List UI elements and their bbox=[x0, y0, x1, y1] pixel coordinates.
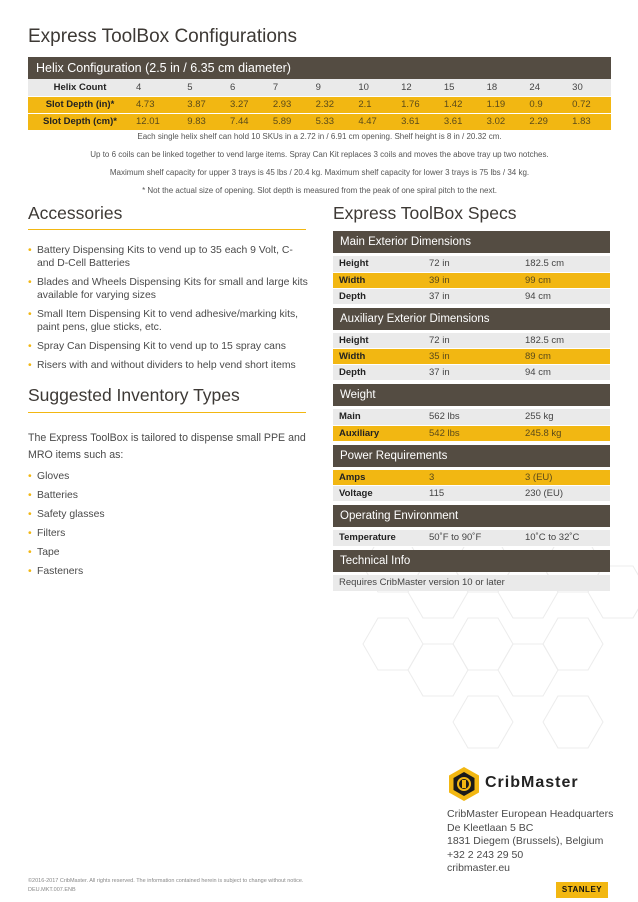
table-row bbox=[28, 79, 611, 96]
table-row bbox=[333, 333, 610, 349]
table-cell: 0.9 bbox=[525, 96, 568, 113]
helix-config-header: Helix Configuration (2.5 in / 6.35 cm diameter) bbox=[28, 57, 611, 79]
helix-note: Each single helix shelf can hold 10 SKUs in a 2.72 in / 6.91 cm opening. Shelf height is 8 in / 20.32 cm. bbox=[137, 132, 502, 141]
cribmaster-hex-logo-icon bbox=[447, 766, 481, 802]
spec-table-environment bbox=[333, 530, 610, 547]
table-cell: 2.32 bbox=[312, 96, 355, 113]
table-cell: 1.76 bbox=[397, 96, 440, 113]
stanley-logo: STANLEY bbox=[556, 882, 608, 898]
table-row bbox=[28, 113, 611, 130]
table-row bbox=[333, 409, 610, 425]
inventory-title: Suggested Inventory Types bbox=[28, 385, 240, 405]
inventory-list bbox=[28, 470, 308, 584]
spec-header-power: Power Requirements bbox=[333, 445, 610, 467]
table-cell: 5 bbox=[183, 79, 226, 96]
spec-value: 3 (EU) bbox=[519, 470, 610, 486]
spec-value: 35 in bbox=[423, 349, 519, 365]
list-item: • Small Item Dispensing Kit to vend adhesive/marking kits, paint pens, glue sticks, etc. bbox=[28, 308, 310, 334]
spec-table-aux-exterior bbox=[333, 333, 610, 382]
spec-table-weight bbox=[333, 409, 610, 442]
list-item: • Spray Can Dispensing Kit to vend up to 15 spray cans bbox=[28, 340, 310, 353]
accessories-list bbox=[28, 244, 310, 378]
page-title: Express ToolBox Configurations bbox=[28, 26, 297, 47]
row-header: Slot Depth (in)* bbox=[28, 96, 132, 113]
accessories-rule bbox=[28, 229, 306, 230]
spec-value: 182.5 cm bbox=[519, 256, 610, 272]
table-cell: 15 bbox=[440, 79, 483, 96]
spec-label: Main bbox=[333, 409, 423, 425]
list-item: • Blades and Wheels Dispensing Kits for small and large kits available for varying sizes bbox=[28, 276, 310, 302]
spec-value: 37 in bbox=[423, 288, 519, 304]
table-cell: 3.02 bbox=[483, 113, 526, 130]
spec-value: 542 lbs bbox=[423, 425, 519, 441]
table-row bbox=[333, 349, 610, 365]
table-cell: 1.42 bbox=[440, 96, 483, 113]
spec-value: 50˚F to 90˚F bbox=[423, 530, 519, 546]
table-cell: 24 bbox=[525, 79, 568, 96]
spec-value: 99 cm bbox=[519, 272, 610, 288]
list-item: • Batteries bbox=[28, 489, 308, 502]
footer-code: DEU.MKT.007.ENB bbox=[28, 887, 76, 893]
inventory-rule bbox=[28, 412, 306, 413]
table-row bbox=[28, 96, 611, 113]
table-cell: 4.47 bbox=[354, 113, 397, 130]
table-row bbox=[333, 288, 610, 304]
table-row bbox=[333, 530, 610, 546]
table-cell: 12.01 bbox=[132, 113, 183, 130]
spec-value: 94 cm bbox=[519, 288, 610, 304]
accessories-title: Accessories bbox=[28, 203, 123, 223]
spec-label: Amps bbox=[333, 470, 423, 486]
table-row bbox=[333, 365, 610, 381]
spec-value: 182.5 cm bbox=[519, 333, 610, 349]
spec-value: 94 cm bbox=[519, 365, 610, 381]
table-cell: 2.29 bbox=[525, 113, 568, 130]
spec-value: 230 (EU) bbox=[519, 486, 610, 502]
spec-label: Voltage bbox=[333, 486, 423, 502]
list-item: • Fasteners bbox=[28, 565, 308, 578]
list-item: • Tape bbox=[28, 546, 308, 559]
technical-info-text: Requires CribMaster version 10 or later bbox=[333, 575, 610, 591]
footer-copyright: ©2016-2017 CribMaster. All rights reserved. The information contained herein is subject to change without notice. bbox=[28, 878, 304, 884]
table-cell: 10 bbox=[354, 79, 397, 96]
hq-street: De Kleetlaan 5 BC bbox=[447, 821, 534, 834]
row-header: Helix Count bbox=[28, 79, 132, 96]
table-cell: 0.72 bbox=[568, 96, 611, 113]
table-cell: 12 bbox=[397, 79, 440, 96]
spec-label: Depth bbox=[333, 288, 423, 304]
spec-header-technical: Technical Info bbox=[333, 550, 610, 572]
table-cell: 9 bbox=[312, 79, 355, 96]
hq-address bbox=[447, 808, 613, 876]
table-row bbox=[333, 272, 610, 288]
table-cell: 5.89 bbox=[269, 113, 312, 130]
spec-label: Temperature bbox=[333, 530, 423, 546]
table-cell: 5.33 bbox=[312, 113, 355, 130]
hq-name: CribMaster European Headquarters bbox=[447, 808, 614, 820]
spec-value: 72 in bbox=[423, 256, 519, 272]
spec-value: 245.8 kg bbox=[519, 425, 610, 441]
spec-table-main-exterior bbox=[333, 256, 610, 305]
list-item: • Battery Dispensing Kits to vend up to 35 each 9 Volt, C- and D-Cell Batteries bbox=[28, 244, 310, 270]
table-cell: 3.61 bbox=[440, 113, 483, 130]
spec-table-power bbox=[333, 470, 610, 503]
table-cell: 4 bbox=[132, 79, 183, 96]
helix-note: Up to 6 coils can be linked together to vend large items. Spray Can Kit replaces 3 coils and moves the above tray up two notches. bbox=[90, 150, 549, 159]
spec-label: Width bbox=[333, 272, 423, 288]
helix-config-table bbox=[28, 79, 611, 131]
table-cell: 3.27 bbox=[226, 96, 269, 113]
spec-label: Depth bbox=[333, 365, 423, 381]
spec-value: 562 lbs bbox=[423, 409, 519, 425]
spec-value: 10˚C to 32˚C bbox=[519, 530, 610, 546]
hq-website-link[interactable]: cribmaster.eu bbox=[447, 862, 511, 874]
spec-label: Auxiliary bbox=[333, 425, 423, 441]
table-cell: 1.83 bbox=[568, 113, 611, 130]
spec-value: 39 in bbox=[423, 272, 519, 288]
logo-wordmark: CribMaster bbox=[485, 774, 579, 791]
list-item: • Gloves bbox=[28, 470, 308, 483]
table-cell: 2.1 bbox=[354, 96, 397, 113]
table-cell: 9.83 bbox=[183, 113, 226, 130]
helix-note: Maximum shelf capacity for upper 3 trays is 45 lbs / 20.4 kg. Maximum shelf capacity for lower 3 trays is 75 lbs / 34 kg. bbox=[109, 168, 530, 177]
specs-title: Express ToolBox Specs bbox=[333, 203, 517, 223]
table-cell: 6 bbox=[226, 79, 269, 96]
spec-label: Width bbox=[333, 349, 423, 365]
spec-label: Height bbox=[333, 256, 423, 272]
table-row bbox=[333, 470, 610, 486]
table-cell: 3.87 bbox=[183, 96, 226, 113]
helix-note: * Not the actual size of opening. Slot depth is measured from the peak of one spiral pitch to the next. bbox=[142, 186, 497, 195]
helix-notes bbox=[28, 131, 611, 203]
table-cell: 3.61 bbox=[397, 113, 440, 130]
spec-value: 89 cm bbox=[519, 349, 610, 365]
table-cell: 4.73 bbox=[132, 96, 183, 113]
spec-header-weight: Weight bbox=[333, 384, 610, 406]
inventory-intro: The Express ToolBox is tailored to dispense small PPE and MRO items such as: bbox=[28, 432, 306, 461]
list-item: • Filters bbox=[28, 527, 308, 540]
specs-section bbox=[333, 231, 610, 591]
table-cell: 1.19 bbox=[483, 96, 526, 113]
spec-value: 72 in bbox=[423, 333, 519, 349]
spec-header-aux-exterior: Auxiliary Exterior Dimensions bbox=[333, 308, 610, 330]
spec-header-environment: Operating Environment bbox=[333, 505, 610, 527]
helix-config-section bbox=[28, 57, 611, 131]
spec-header-main-exterior: Main Exterior Dimensions bbox=[333, 231, 610, 253]
hq-city: 1831 Diegem (Brussels), Belgium bbox=[447, 835, 604, 847]
table-row bbox=[333, 486, 610, 502]
spec-label: Height bbox=[333, 333, 423, 349]
table-cell: 18 bbox=[483, 79, 526, 96]
table-cell: 2.93 bbox=[269, 96, 312, 113]
spec-value: 255 kg bbox=[519, 409, 610, 425]
footer bbox=[28, 877, 303, 895]
cribmaster-logo bbox=[447, 766, 617, 802]
table-cell: 7.44 bbox=[226, 113, 269, 130]
table-row bbox=[333, 425, 610, 441]
spec-value: 3 bbox=[423, 470, 519, 486]
hq-phone: +32 2 243 29 50 bbox=[447, 848, 524, 861]
table-cell: 30 bbox=[568, 79, 611, 96]
spec-value: 115 bbox=[423, 486, 519, 502]
list-item: • Safety glasses bbox=[28, 508, 308, 521]
list-item: • Risers with and without dividers to help vend short items bbox=[28, 359, 310, 372]
table-row bbox=[333, 256, 610, 272]
row-header: Slot Depth (cm)* bbox=[28, 113, 132, 130]
spec-value: 37 in bbox=[423, 365, 519, 381]
table-cell: 7 bbox=[269, 79, 312, 96]
